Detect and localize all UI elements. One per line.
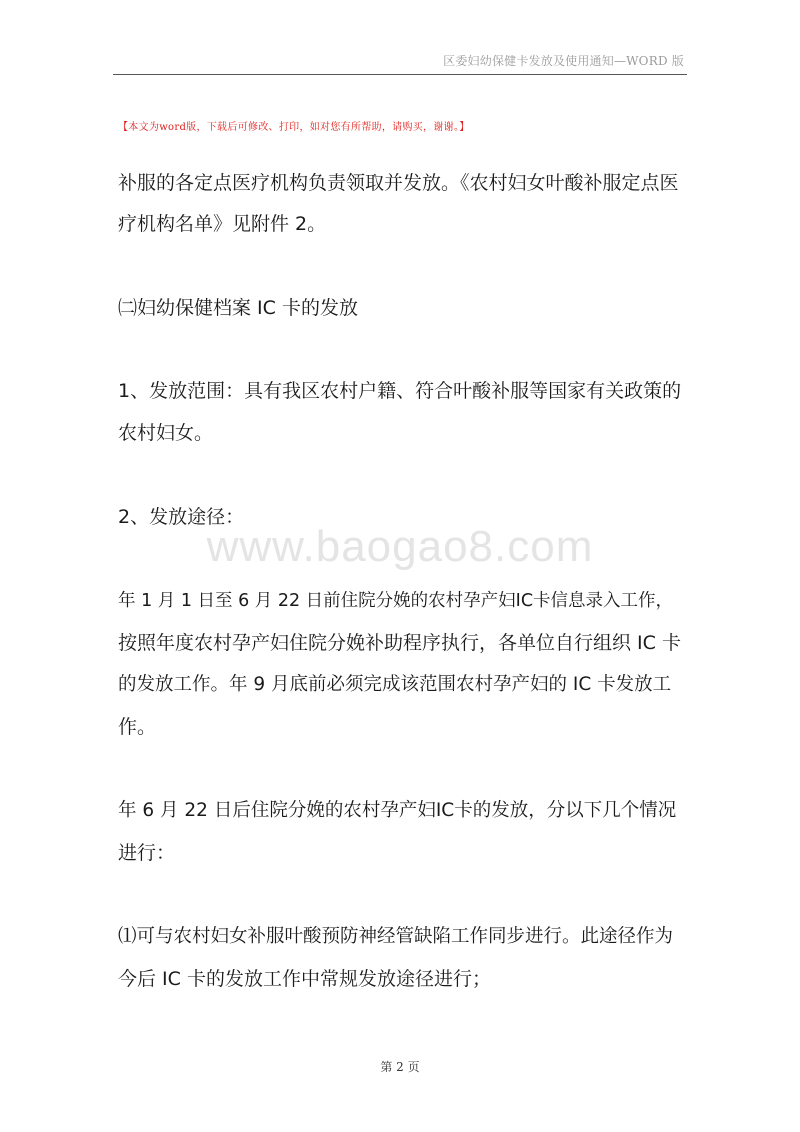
body-line: 作。 [118, 716, 157, 738]
section-heading: ㈡妇幼保健档案 IC 卡的发放 [118, 297, 358, 319]
body-line: 疗机构名单》见附件 2。 [118, 213, 327, 235]
header-divider [113, 74, 687, 75]
purchase-notice: 【本文为word版，下载后可修改、打印，如对您有所帮助，请购买，谢谢。】 [118, 122, 470, 133]
body-line: 年 1 月 1 日至 6 月 22 日前住院分娩的农村孕产妇IC卡信息录入工作， [118, 591, 674, 611]
body-line: 1、发放范围：具有我区农村户籍、符合叶酸补服等国家有关政策的 [118, 380, 682, 402]
body-line: 按照年度农村孕产妇住院分娩补助程序执行，各单位自行组织 IC 卡 [118, 632, 681, 654]
body-line: 农村妇女。 [118, 422, 214, 444]
watermark: www.baogao8.com [206, 522, 594, 571]
body-line: 今后 IC 卡的发放工作中常规发放途径进行； [118, 968, 491, 990]
body-line: 2、发放途径： [118, 506, 245, 528]
body-line: 的发放工作。年 9 月底前必须完成该范围农村孕产妇的 IC 卡发放工 [118, 674, 672, 695]
body-line: 进行： [118, 842, 176, 864]
header-title: 区委妇幼保健卡发放及使用通知—WORD 版 [443, 54, 684, 68]
body-line: ⑴可与农村妇女补服叶酸预防神经管缺陷工作同步进行。此途径作为 [118, 926, 674, 947]
page-number: 第 2 页 [380, 1060, 420, 1074]
body-line: 补服的各定点医疗机构负责领取并发放。《农村妇女叶酸补服定点医 [118, 172, 679, 194]
body-line: 年 6 月 22 日后住院分娩的农村孕产妇IC卡的发放，分以下几个情况 [118, 800, 677, 821]
